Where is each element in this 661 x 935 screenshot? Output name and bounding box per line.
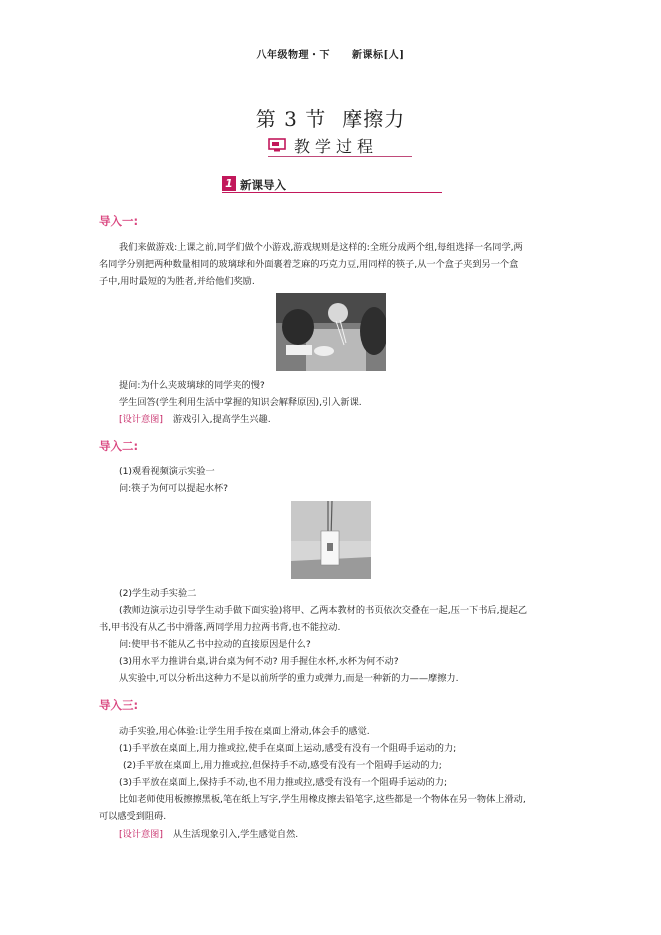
intro3-lead: 动手实验,用心体验:让学生用手按在桌面上滑动,体会手的感觉.	[119, 726, 370, 737]
monitor-icon	[268, 138, 286, 152]
experiment-photo	[291, 501, 371, 579]
design-tag: [设计意图]	[119, 829, 163, 840]
intro2-heading: 导入二:	[99, 439, 139, 453]
intro1-design	[119, 411, 271, 428]
intro3-examples-line-2: 可以感受到阻碍.	[99, 811, 167, 822]
section-underline	[222, 192, 442, 193]
page-title	[0, 103, 661, 132]
game-photo	[276, 293, 386, 371]
section-heading: 新课导入	[240, 178, 286, 192]
intro3-design	[119, 826, 298, 843]
intro3-step-3: (3)手平放在桌面上,保持手不动,也不用力推或拉,感受有没有一个阻碍手运动的力;	[119, 777, 448, 788]
intro3-heading: 导入三:	[99, 698, 139, 712]
intro2-q2: 问:使甲书不能从乙书中拉动的直接原因是什么?	[119, 639, 311, 650]
design-text: 从生活现象引入,学生感觉自然.	[172, 829, 299, 840]
intro1-heading: 导入一:	[99, 214, 139, 228]
page-header	[0, 46, 661, 61]
intro1-line-3: 子中,用时最短的为胜者,并给他们奖励.	[99, 276, 255, 287]
intro1-line-2: 名同学分别把两种数量相同的玻璃球和外面裹着芝麻的巧克力豆,用同样的筷子,从一个盒子夹到另一个盒	[99, 259, 519, 270]
intro2-item3: (3)用水平力推讲台桌,讲台桌为何不动? 用手握住水杯,水杯为何不动?	[119, 656, 399, 667]
intro3-examples-line-1: 比如老师使用板擦擦黑板,笔在纸上写字,学生用橡皮擦去铅笔字,这些都是一个物体在另一物体上滑动,	[119, 794, 526, 805]
intro2-item1: (1)观看视频演示实验一	[119, 466, 215, 477]
design-tag: [设计意图]	[119, 414, 163, 425]
title-section: 第 3 节	[255, 107, 327, 131]
design-text: 游戏引入,提高学生兴趣.	[172, 414, 271, 425]
intro3-step-1: (1)手平放在桌面上,用力推或拉,使手在桌面上运动,感受有没有一个阻碍手运动的力;	[119, 743, 457, 754]
intro2-item2: (2)学生动手实验二	[119, 588, 197, 599]
intro2-desc-line-1: (教师边演示边引导学生动手做下面实验)将甲、乙两本教材的书页依次交叠在一起,压一下书后,提起乙	[119, 605, 528, 616]
intro1-question: 提问:为什么夹玻璃球的同学夹的慢?	[119, 380, 265, 391]
intro2-conclusion: 从实验中,可以分析出这种力不是以前所学的重力或弹力,而是一种新的力——摩擦力.	[119, 673, 459, 684]
intro2-q1: 问:筷子为何可以提起水杯?	[119, 483, 229, 494]
intro3-step-2: (2)手平放在桌面上,用力推或拉,但保持手不动,感受有没有一个阻碍手运动的力;	[123, 760, 442, 771]
section-number-badge: 1	[222, 176, 236, 191]
process-underline	[268, 156, 412, 157]
header-edition: 新课标[人]	[352, 50, 405, 61]
intro1-answer: 学生回答(学生利用生活中掌握的知识会解释原因),引入新课.	[119, 397, 362, 408]
header-grade: 八年级物理・下	[256, 50, 331, 61]
intro1-line-1: 我们来做游戏:上课之前,同学们做个小游戏,游戏规则是这样的:全班分成两个组,每组选择一名同学,两	[119, 242, 523, 253]
title-name: 摩擦力	[342, 107, 406, 131]
intro2-desc-line-2: 书,甲书没有从乙书中滑落,两同学用力拉两书背,也不能拉动.	[99, 622, 341, 633]
process-heading: 教学过程	[294, 137, 379, 156]
